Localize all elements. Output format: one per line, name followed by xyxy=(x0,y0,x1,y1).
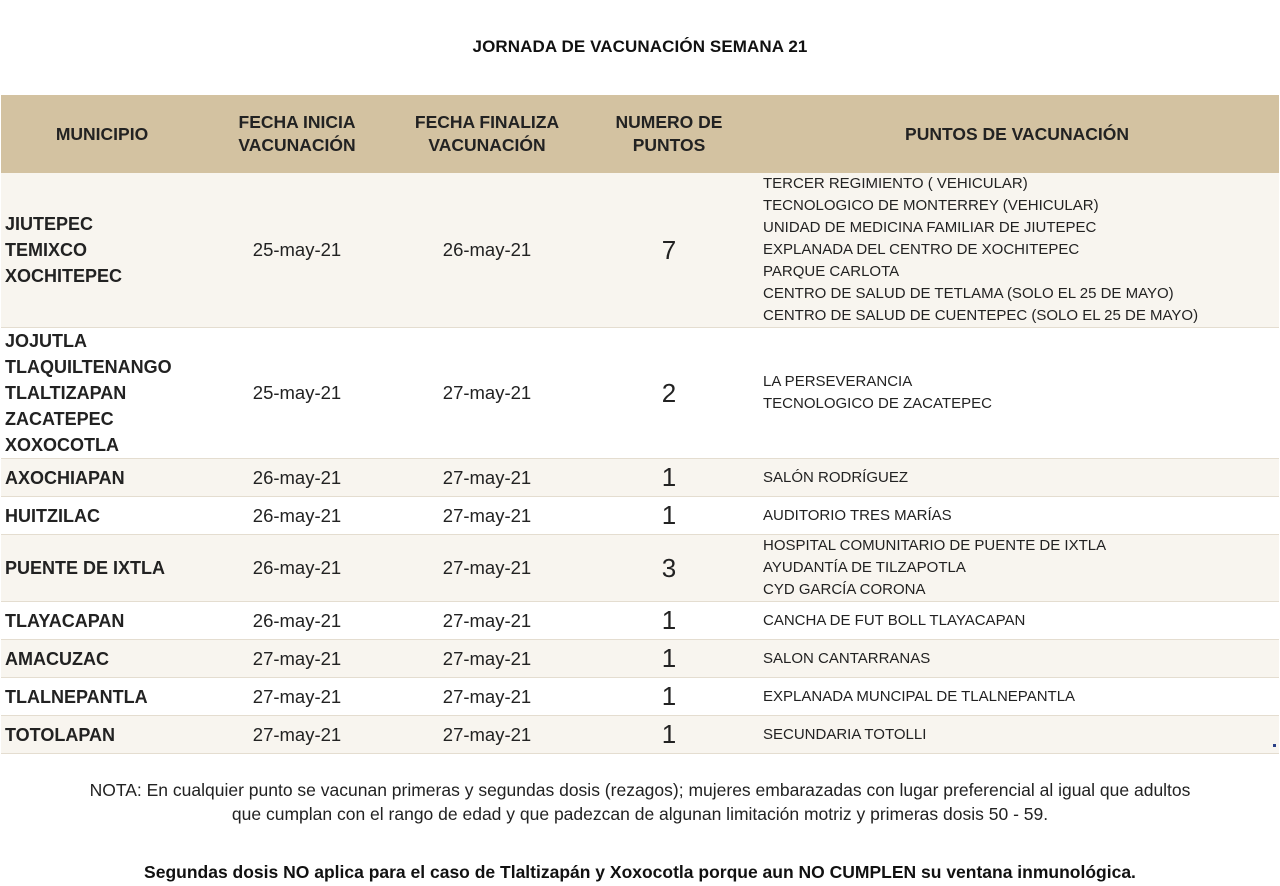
table-row xyxy=(1,328,1279,459)
page-title: JORNADA DE VACUNACIÓN SEMANA 21 xyxy=(472,37,808,56)
fecha-inicia-cell: 27-may-21 xyxy=(203,678,391,716)
puntos-cell: SALON CANTARRANAS xyxy=(755,640,1279,678)
municipio-cell: HUITZILAC xyxy=(1,497,203,535)
header-puntos-vacunacion: PUNTOS DE VACUNACIÓN xyxy=(755,95,1279,173)
table-row xyxy=(1,602,1279,640)
table-row xyxy=(1,678,1279,716)
municipio-cell: AMACUZAC xyxy=(1,640,203,678)
table-row xyxy=(1,535,1279,602)
fecha-finaliza-cell: 27-may-21 xyxy=(391,497,583,535)
fecha-inicia-cell: 25-may-21 xyxy=(203,173,391,328)
municipio-cell: JOJUTLA TLAQUILTENANGO TLALTIZAPAN ZACATEPEC XOXOCOTLA xyxy=(1,328,203,459)
puntos-cell: LA PERSEVERANCIA TECNOLOGICO DE ZACATEPEC xyxy=(755,328,1279,459)
puntos-cell: EXPLANADA MUNCIPAL DE TLALNEPANTLA xyxy=(755,678,1279,716)
segundas-dosis-note: Segundas dosis NO aplica para el caso de Tlaltizapán y Xoxocotla porque aun NO CUMPLEN su ventana inmunológica. xyxy=(144,862,1136,882)
nota-line-2: que cumplan con el rango de edad y que padezcan de algunan limitación motriz y primeras dosis 50 - 59. xyxy=(231,804,1049,824)
fecha-finaliza-cell: 27-may-21 xyxy=(391,678,583,716)
municipio-cell: TLALNEPANTLA xyxy=(1,678,203,716)
puntos-cell: HOSPITAL COMUNITARIO DE PUENTE DE IXTLA AYUDANTÍA DE TILZAPOTLA CYD GARCÍA CORONA xyxy=(755,535,1279,602)
fecha-finaliza-cell: 27-may-21 xyxy=(391,328,583,459)
table-row xyxy=(1,716,1279,754)
numero-puntos-cell: 7 xyxy=(583,173,755,328)
fecha-inicia-cell: 27-may-21 xyxy=(203,640,391,678)
header-fecha-inicia: FECHA INICIA VACUNACIÓN xyxy=(203,95,391,173)
numero-puntos-cell: 1 xyxy=(583,497,755,535)
table-header-row xyxy=(1,95,1279,173)
nota-line-1: NOTA: En cualquier punto se vacunan primeras y segundas dosis (rezagos); mujeres embarazadas con lugar preferencial al igual que adultos xyxy=(89,780,1191,800)
table-corner-mark xyxy=(1273,744,1276,747)
puntos-cell: TERCER REGIMIENTO ( VEHICULAR) TECNOLOGICO DE MONTERREY (VEHICULAR) UNIDAD DE MEDICINA FAMILIAR DE JIUTEPEC EXPLANADA DEL CENTRO DE XOCHITEPEC PARQUE CARLOTA CENTRO DE SALUD DE TETLAMA (SOLO EL 25 DE MAYO) CENTRO DE SALUD DE CUENTEPEC (SOLO EL 25 DE MAYO) xyxy=(755,173,1279,328)
puntos-cell: AUDITORIO TRES MARÍAS xyxy=(755,497,1279,535)
numero-puntos-cell: 1 xyxy=(583,678,755,716)
numero-puntos-cell: 1 xyxy=(583,716,755,754)
fecha-finaliza-cell: 27-may-21 xyxy=(391,535,583,602)
nota-text xyxy=(10,778,1270,826)
municipio-cell: JIUTEPEC TEMIXCO XOCHITEPEC xyxy=(1,173,203,328)
header-municipio: MUNICIPIO xyxy=(1,95,203,173)
fecha-finaliza-cell: 26-may-21 xyxy=(391,173,583,328)
municipio-cell: AXOCHIAPAN xyxy=(1,459,203,497)
table-row xyxy=(1,173,1279,328)
numero-puntos-cell: 2 xyxy=(583,328,755,459)
fecha-finaliza-cell: 27-may-21 xyxy=(391,716,583,754)
fecha-inicia-cell: 26-may-21 xyxy=(203,497,391,535)
table-row xyxy=(1,459,1279,497)
fecha-finaliza-cell: 27-may-21 xyxy=(391,459,583,497)
fecha-inicia-cell: 27-may-21 xyxy=(203,716,391,754)
numero-puntos-cell: 1 xyxy=(583,640,755,678)
vaccination-schedule-table xyxy=(1,95,1279,754)
table-row xyxy=(1,640,1279,678)
fecha-finaliza-cell: 27-may-21 xyxy=(391,602,583,640)
header-fecha-finaliza: FECHA FINALIZA VACUNACIÓN xyxy=(391,95,583,173)
puntos-cell: CANCHA DE FUT BOLL TLAYACAPAN xyxy=(755,602,1279,640)
municipio-cell: TOTOLAPAN xyxy=(1,716,203,754)
header-numero-puntos: NUMERO DE PUNTOS xyxy=(583,95,755,173)
fecha-finaliza-cell: 27-may-21 xyxy=(391,640,583,678)
numero-puntos-cell: 1 xyxy=(583,459,755,497)
fecha-inicia-cell: 26-may-21 xyxy=(203,602,391,640)
table-row xyxy=(1,497,1279,535)
puntos-cell: SECUNDARIA TOTOLLI xyxy=(755,716,1279,754)
fecha-inicia-cell: 26-may-21 xyxy=(203,459,391,497)
fecha-inicia-cell: 25-may-21 xyxy=(203,328,391,459)
numero-puntos-cell: 3 xyxy=(583,535,755,602)
numero-puntos-cell: 1 xyxy=(583,602,755,640)
fecha-inicia-cell: 26-may-21 xyxy=(203,535,391,602)
municipio-cell: PUENTE DE IXTLA xyxy=(1,535,203,602)
municipio-cell: TLAYACAPAN xyxy=(1,602,203,640)
puntos-cell: SALÓN RODRÍGUEZ xyxy=(755,459,1279,497)
